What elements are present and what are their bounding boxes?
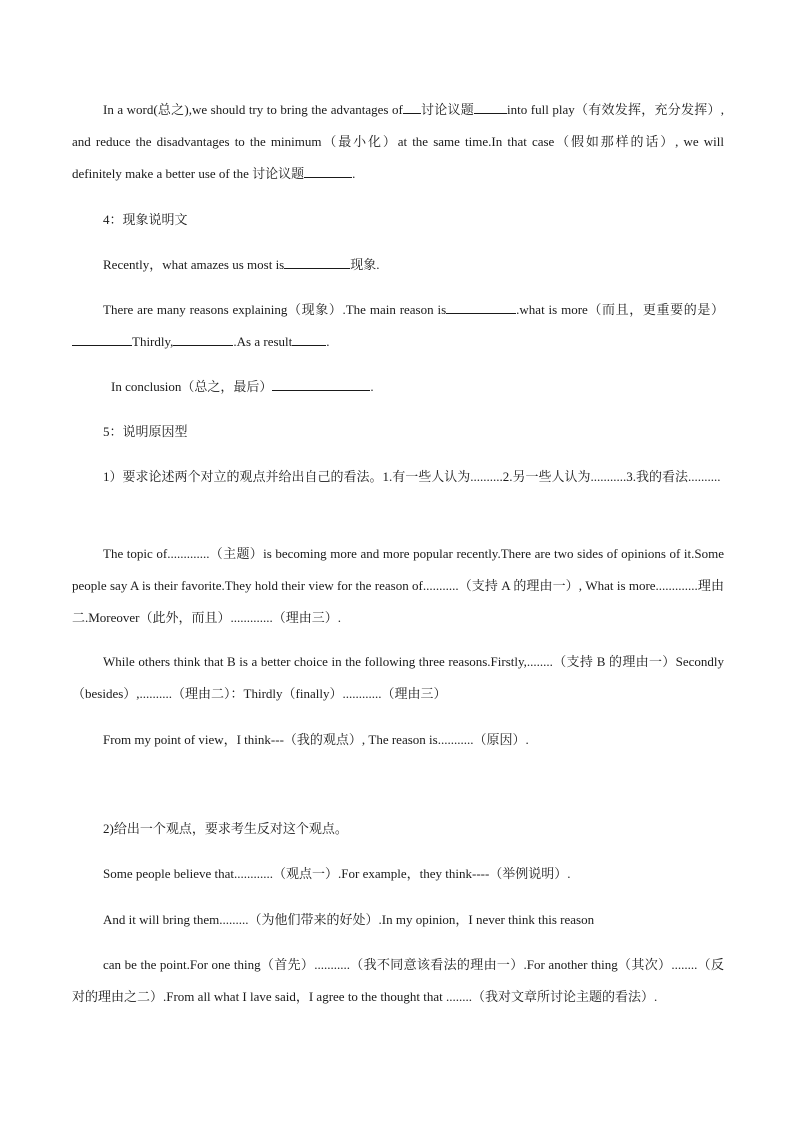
section-heading-4: 4：现象说明文 (103, 212, 188, 227)
blank-line (272, 378, 370, 391)
text: In conclusion（总之，最后） (111, 379, 273, 394)
blank-line (72, 333, 132, 346)
paragraph-some-people: Some people believe that............（观点一）.For example，they think----（举例说明）. (103, 866, 571, 881)
text: In a word(总之),we should try to bring the advantages of (103, 102, 403, 117)
paragraph-point-of-view: From my point of view，I think---（我的观点）, The reason is...........（原因）. (103, 732, 529, 747)
paragraph-conclusion-template (72, 94, 724, 190)
paragraph-in-conclusion (72, 371, 724, 403)
blank-line (474, 101, 507, 114)
text: 讨论议题 (420, 102, 475, 117)
text: . (326, 334, 330, 349)
text: There are many reasons explaining（现象）.The main reason is (103, 302, 447, 317)
blank-line (292, 333, 326, 346)
text: into full play（有效发挥，充分发挥）, and reduce the disadvantages to the minimum（最小化）at the same time.In that case（假如那样的话）, we will definitely make a better use of the 讨论议题 (72, 102, 724, 181)
text: 现象. (350, 257, 380, 272)
paragraph-bring-them: And it will bring them.........（为他们带来的好处）.In my opinion，I never think this reason (103, 912, 595, 927)
paragraph-type-1-intro: 1）要求论述两个对立的观点并给出自己的看法。1.有一些人认为..........2.另一些人认为...........3.我的看法.......... (103, 469, 721, 484)
text: . (370, 379, 374, 394)
blank-line (403, 101, 421, 114)
paragraph-can-be-point: can be the point.For one thing（首先）...........（我不同意该看法的理由一）.For another thing（其次）........（反对的理由之二）.From all what I lave said，I agree to the thought that ........（我对文章所讨论主题的看法）. (72, 957, 724, 1004)
text: . (352, 166, 356, 181)
paragraph-while-others: While others think that B is a better choice in the following three reasons.Firstly,........（支持 B 的理由一）Secondly（besides）,..........（理由二）：Thirdly（finally）............（理由三） (72, 654, 724, 701)
text: .what is more（而且，更重要的是） (516, 302, 725, 317)
paragraph-recently (72, 249, 724, 281)
section-heading-5: 5：说明原因型 (103, 424, 188, 439)
text: .As a result (233, 334, 293, 349)
paragraph-type-2-intro: 2)给出一个观点，要求考生反对这个观点。 (103, 821, 348, 836)
blank-line (446, 301, 516, 314)
blank-line (284, 256, 350, 269)
paragraph-topic: The topic of.............（主题）is becoming more and more popular recently.There are two sides of opinions of it.Some people say A is their favorite.They hold their view for the reason of...........（支持 A 的理由一）, What is more.............理由二.Moreover（此外，而且）.............（理由三）. (72, 546, 724, 625)
blank-line (173, 333, 233, 346)
text: Recently，what amazes us most is (103, 257, 285, 272)
blank-line (304, 165, 352, 178)
text: Thirdly, (132, 334, 174, 349)
paragraph-reasons (72, 294, 724, 358)
